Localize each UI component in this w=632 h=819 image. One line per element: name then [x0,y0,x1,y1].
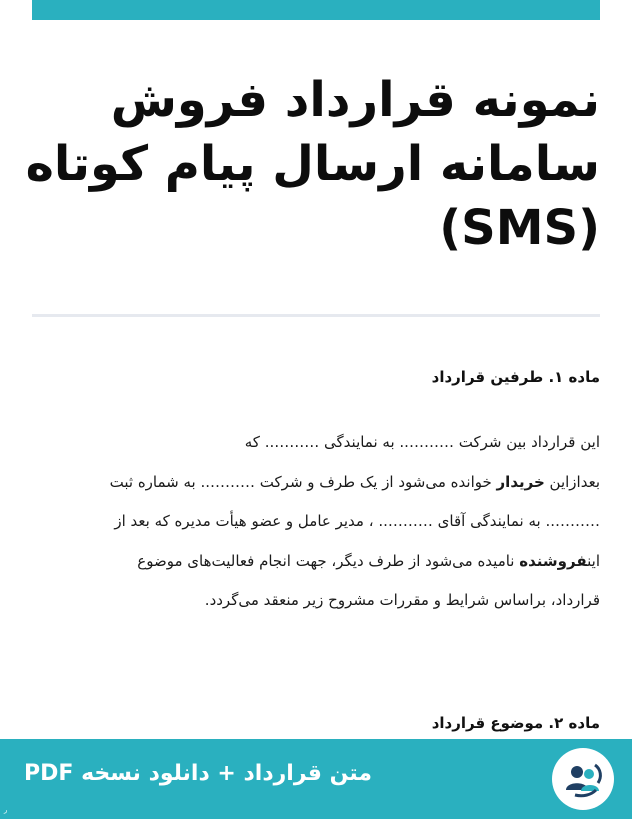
paragraph-line-3 [32,502,600,542]
download-banner[interactable] [0,739,632,819]
corner-mark: ر [4,806,8,814]
site-logo[interactable] [552,748,614,810]
title-line-2: سامانه ارسال پیام کوتاه [25,136,600,192]
paragraph-line-2-end: خوانده می‌شود از یک طرف و شرکت ……….. به شماره ثبت [109,472,497,491]
seller-term: فروشنده [519,551,588,570]
paragraph-line-5-text: قرارداد، براساس شرایط و مقررات مشروح زیر منعقد می‌گردد. [204,591,600,609]
paragraph-line-4-end: نامیده می‌شود از طرف دیگر، جهت انجام فعالیت‌های موضوع [137,551,520,570]
buyer-term: خریدار [496,472,545,491]
download-banner-label[interactable]: متن قرارداد + دانلود نسخه PDF [24,761,372,786]
paragraph-line-3-text: ……….. به نمایندگی آقای ……….. ، مدیر عامل و عضو هیأت مدیره که بعد از [114,512,600,530]
top-accent-bar [32,0,600,20]
title-divider [32,314,600,317]
paragraph-line-4-start: این [587,551,600,570]
section-1-heading: ماده ۱. طرفین قرارداد [431,368,600,386]
paragraph-line-2-start: بعدازاین [544,472,600,491]
paragraph-line-2 [32,463,600,503]
section-2-heading: ماده ۲. موضوع قرارداد [431,714,600,732]
paragraph-line-5 [32,581,600,621]
paragraph-line-1 [32,423,600,463]
paragraph-line-1-text: این قرارداد بین شرکت ……….. به نمایندگی ……….. که [244,433,600,451]
page-title [25,68,600,260]
contract-parties-paragraph [32,423,600,621]
title-line-1: نمونه قرارداد فروش [110,72,600,128]
users-icon [561,757,605,801]
title-line-3: (SMS) [439,200,600,256]
paragraph-line-4 [32,542,600,582]
